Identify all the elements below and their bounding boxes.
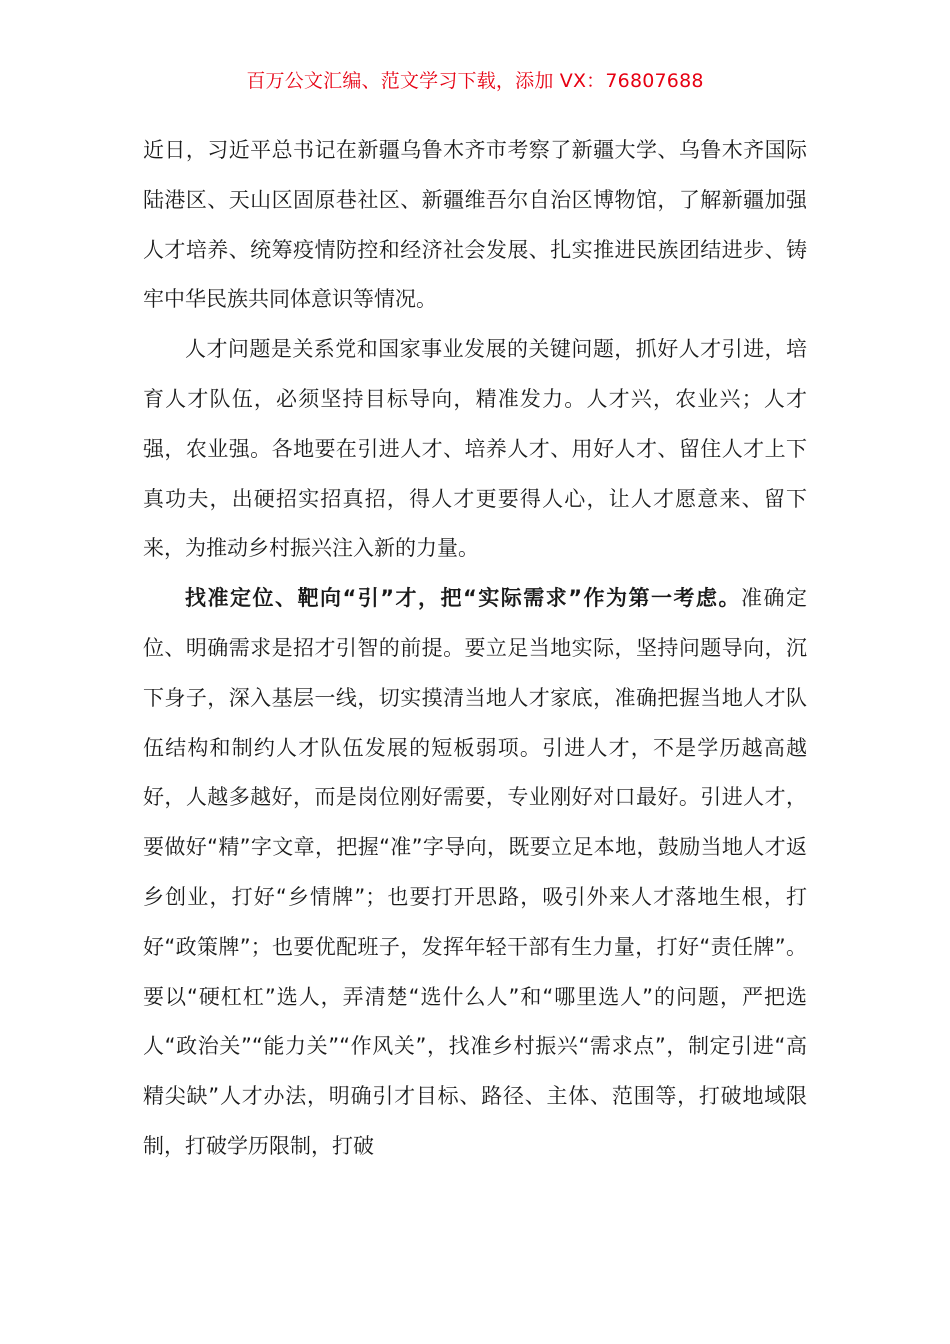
paragraph-talent: 人才问题是关系党和国家事业发展的关键问题，抓好人才引进，培育人才队伍，必须坚持目标导向，精准发力。人才兴，农业兴；人才强，农业强。各地要在引进人才、培养人才、用好人才、留住人才上下真功夫，出硬招实招真招，得人才更要得人心，让人才愿意来、留下来，为推动乡村振兴注入新的力量。 bbox=[143, 337, 807, 561]
paragraph-heading: 找准定位、靶向“引”才，把“实际需求”作为第一考虑。 bbox=[185, 586, 742, 611]
paragraph-positioning bbox=[143, 574, 807, 1172]
paragraph-intro: 近日，习近平总书记在新疆乌鲁木齐市考察了新疆大学、乌鲁木齐国际陆港区、天山区固原巷社区、新疆维吾尔自治区博物馆，了解新疆加强人才培养、统筹疫情防控和经济社会发展、扎实推进民族团结进步、铸牢中华民族共同体意识等情况。 bbox=[143, 138, 807, 312]
header-watermark-text: 百万公文汇编、范文学习下载，添加 VX：76807688 bbox=[246, 70, 704, 92]
document-body bbox=[143, 126, 807, 1172]
paragraph-text: 准确定位、明确需求是招才引智的前提。要立足当地实际，坚持问题导向，沉下身子，深入基层一线，切实摸清当地人才家底，准确把握当地人才队伍结构和制约人才队伍发展的短板弱项。引进人才，不是学历越高越好，人越多越好，而是岗位刚好需要，专业刚好对口最好。引进人才，要做好“精”字文章，把握“准”字导向，既要立足本地，鼓励当地人才返乡创业，打好“乡情牌”；也要打开思路，吸引外来人才落地生根，打好“政策牌”；也要优配班子，发挥年轻干部有生力量，打好“责任牌”。要以“硬杠杠”选人，弄清楚“选什么人”和“哪里选人”的问题，严把选人“政治关”“能力关”“作风关”，找准乡村振兴“需求点”，制定引进“高精尖缺”人才办法，明确引才目标、路径、主体、范围等，打破地域限制，打破学历限制，打破 bbox=[143, 586, 807, 1158]
